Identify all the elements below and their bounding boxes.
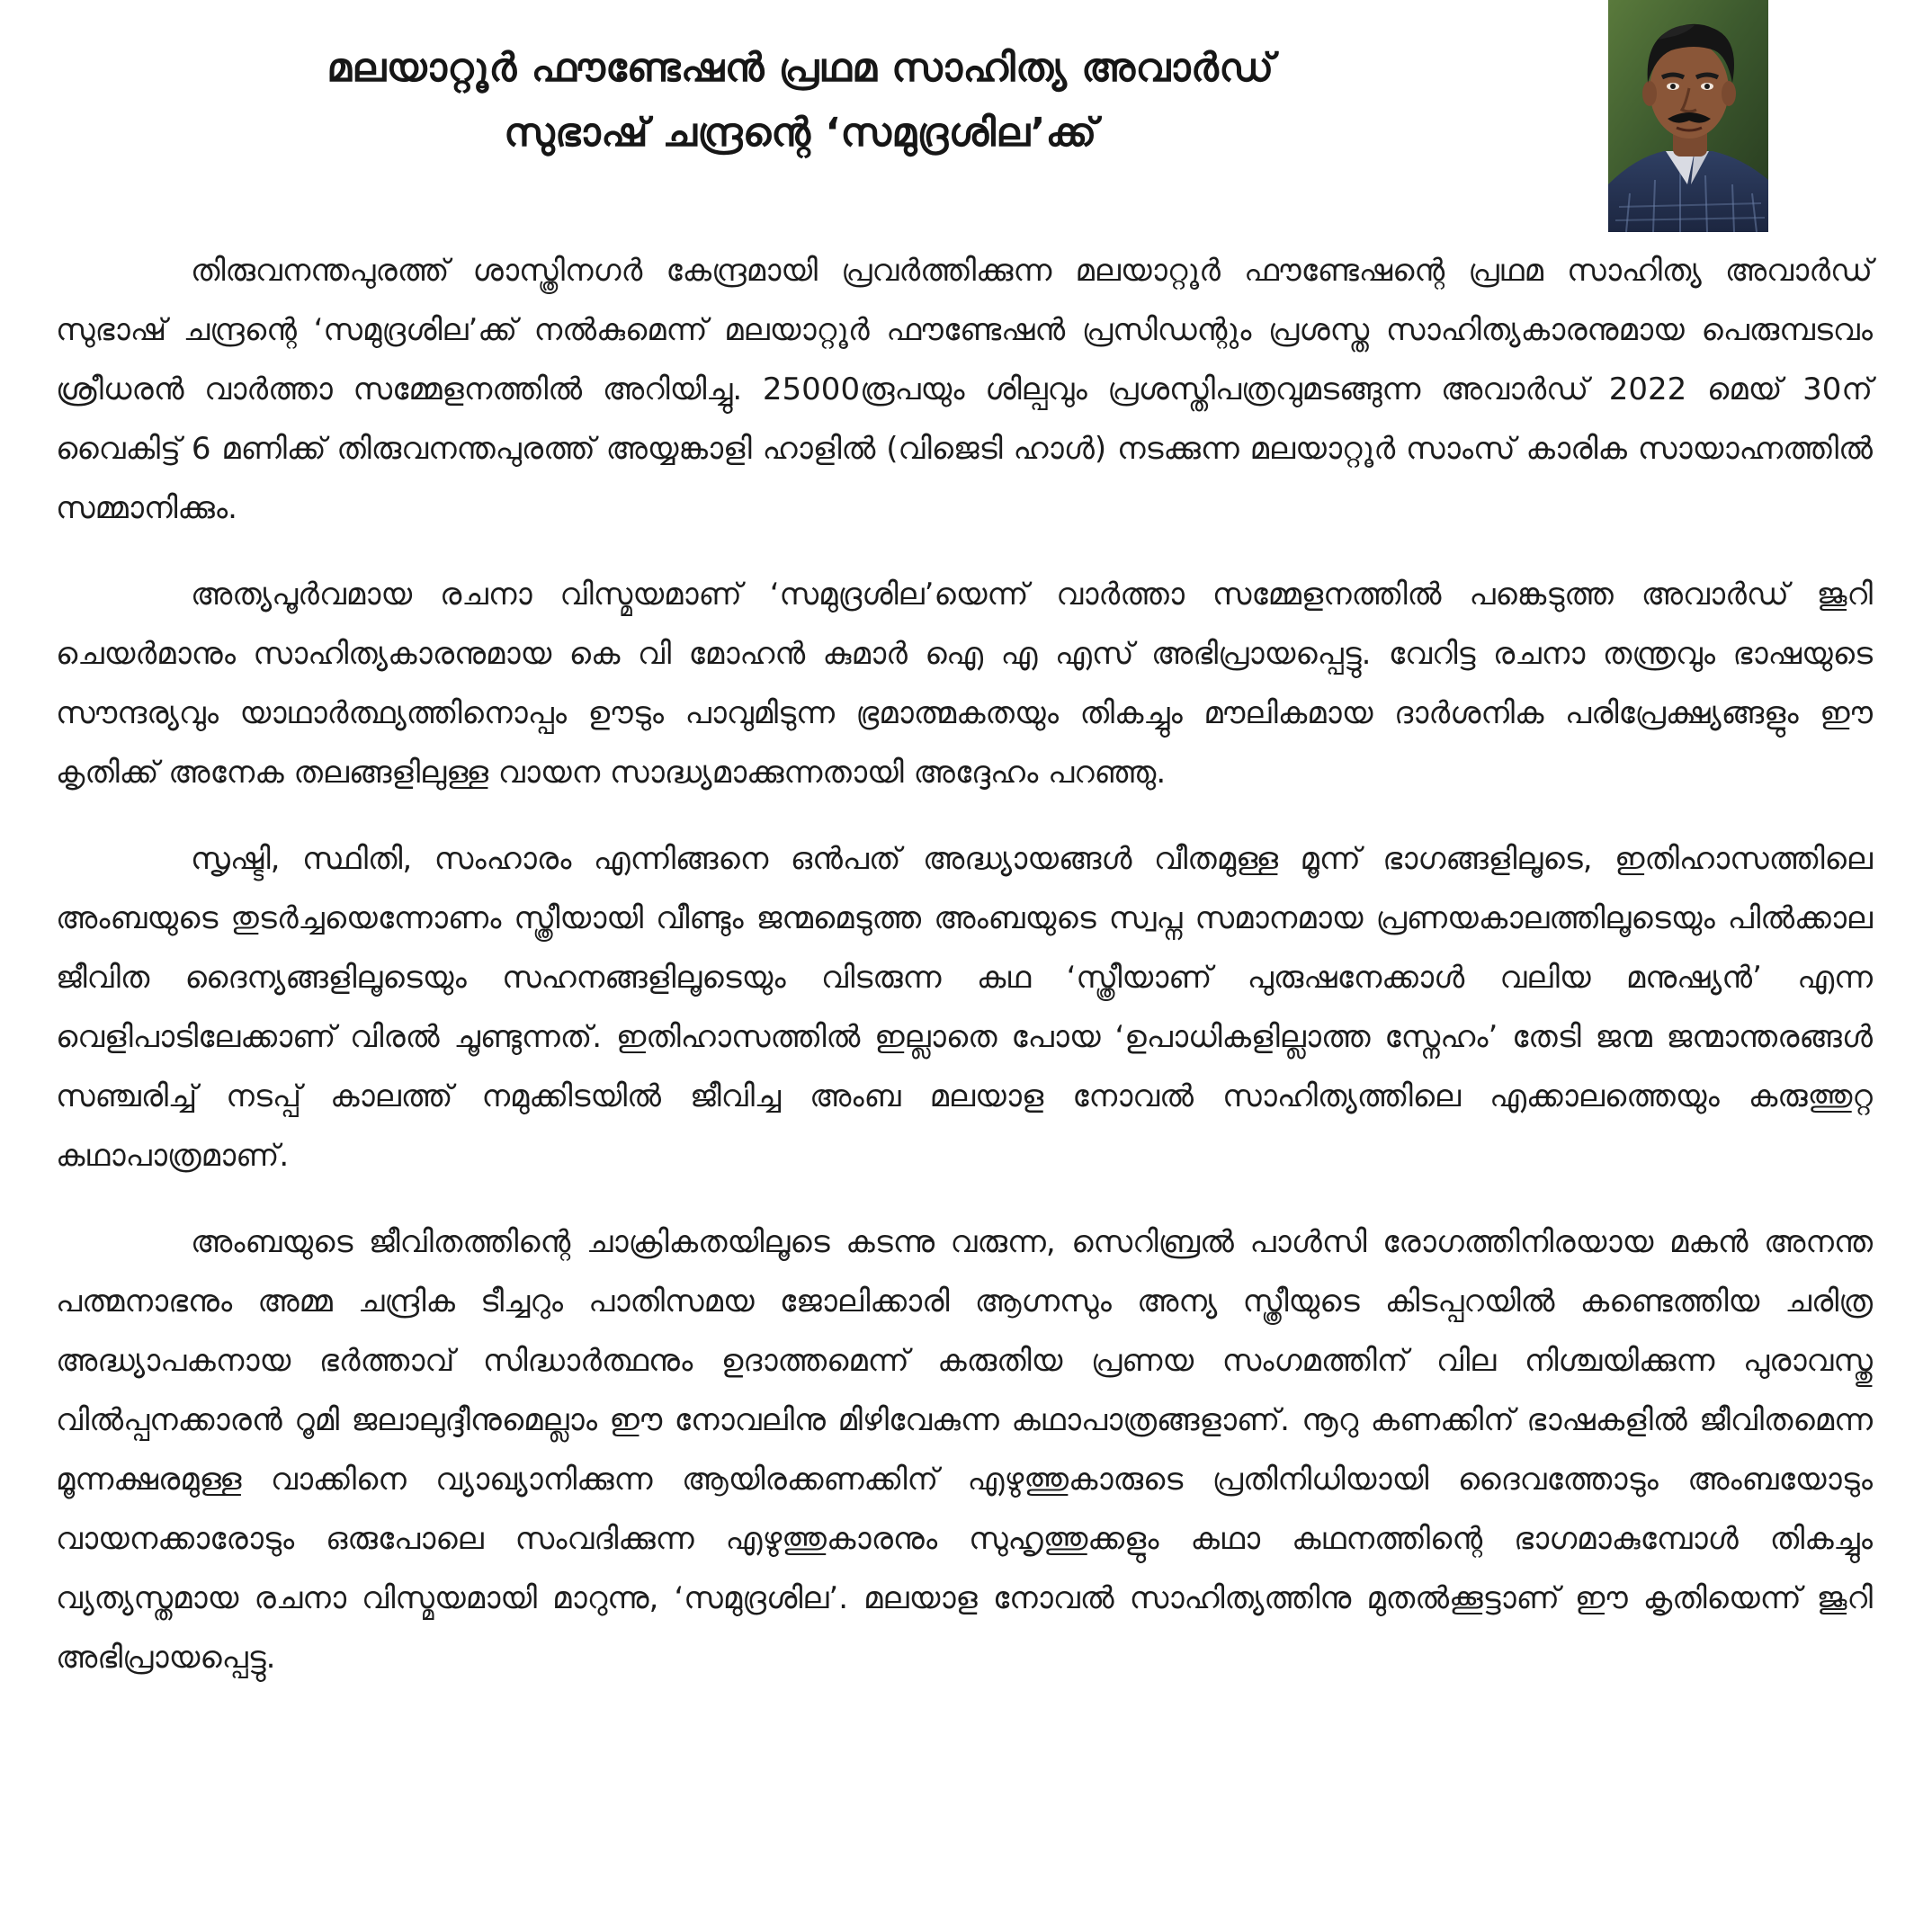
headline-line-2: സുഭാഷ് ചന്ദ്രന്റെ ‘സമുദ്രശില’ക്ക് [504, 110, 1097, 156]
headline-line-1: മലയാറ്റൂർ ഫൗണ്ടേഷൻ പ്രഥമ സാഹിത്യ അവാർഡ് [326, 45, 1275, 91]
article-header [54, 36, 1547, 165]
paragraph-3: സൃഷ്ടി, സ്ഥിതി, സംഹാരം എന്നിങ്ങനെ ഒൻപത് അദ്ധ്യായങ്ങൾ വീതമുള്ള മൂന്ന് ഭാഗങ്ങളിലൂടെ, ഇതിഹാസത്തിലെ അംബയുടെ തുടർച്ചയെന്നോണം സ്ത്രീയായി വീണ്ടും ജന്മമെടുത്ത അംബയുടെ സ്വപ്ന സമാനമായ പ്രണയകാലത്തിലൂടെയും പിൽക്കാല ജീവിത ദൈന്യങ്ങളിലൂടെയും സഹനങ്ങളിലൂടെയും വിടരുന്ന കഥ ‘സ്ത്രീയാണ് പുരുഷനേക്കാൾ വലിയ മനുഷ്യൻ’ എന്ന വെളിപാടിലേക്കാണ് വിരൽ ചൂണ്ടുന്നത്. ഇതിഹാസത്തിൽ ഇല്ലാതെ പോയ ‘ഉപാധികളില്ലാത്ത സ്നേഹം’ തേടി ജന്മ ജന്മാന്തരങ്ങൾ സഞ്ചരിച്ച് നടപ്പ് കാലത്ത് നമുക്കിടയിൽ ജീവിച്ച അംബ മലയാള നോവൽ സാഹിത്യത്തിലെ എക്കാലത്തെയും കരുത്തുറ്റ കഥാപാത്രമാണ്. [56, 841, 1873, 1174]
paragraph-1: തിരുവനന്തപുരത്ത് ശാസ്ത്രിനഗർ കേന്ദ്രമായി പ്രവർത്തിക്കുന്ന മലയാറ്റൂർ ഫൗണ്ടേഷന്റെ പ്രഥമ സാഹിത്യ അവാർഡ് സുഭാഷ് ചന്ദ്രന്റെ ‘സമുദ്രശില’ക്ക് നൽകുമെന്ന് മലയാറ്റൂർ ഫൗണ്ടേഷൻ പ്രസിഡന്റും പ്രശസ്ത സാഹിത്യകാരനുമായ പെരുമ്പടവം ശ്രീധരൻ വാർത്താ സമ്മേളനത്തിൽ അറിയിച്ചു. 25000രൂപയും ശില്പവും പ്രശസ്തിപത്രവുമടങ്ങുന്ന അവാർഡ് 2022 മെയ് 30ന് വൈകിട്ട് 6 മണിക്ക് തിരുവനന്തപുരത്ത് അയ്യങ്കാളി ഹാളിൽ (വിജെടി ഹാൾ) നടക്കുന്ന മലയാറ്റൂർ സാംസ് കാരിക സായാഹ്നത്തിൽ സമ്മാനിക്കും. [56, 253, 1873, 526]
paragraph-2: അത്യപൂർവമായ രചനാ വിസ്മയമാണ് ‘സമുദ്രശില’യെന്ന് വാർത്താ സമ്മേളനത്തിൽ പങ്കെടുത്ത അവാർഡ് ജൂറി ചെയർമാനും സാഹിത്യകാരനുമായ കെ വി മോഹൻ കുമാർ ഐ എ എസ് അഭിപ്രായപ്പെട്ടു. വേറിട്ട രചനാ തന്ത്രവും ഭാഷയുടെ സൗന്ദര്യവും യാഥാർത്ഥ്യത്തിനൊപ്പം ഊടും പാവുമിടുന്ന ഭ്രമാത്മകതയും തികച്ചും മൗലികമായ ദാർശനിക പരിപ്രേക്ഷ്യങ്ങളും ഈ കൃതിക്ക് അനേക തലങ്ങളിലുള്ള വായന സാദ്ധ്യമാക്കുന്നതായി അദ്ദേഹം പറഞ്ഞു. [56, 577, 1873, 791]
author-photo-graphic [1608, 0, 1768, 232]
author-photo [1608, 0, 1768, 232]
article-body [56, 241, 1873, 1714]
paragraph-4: അംബയുടെ ജീവിതത്തിന്റെ ചാക്രികതയിലൂടെ കടന്നു വരുന്ന, സെറിബ്രൽ പാൾസി രോഗത്തിനിരയായ മകൻ അനന്ത പത്മനാഭനും അമ്മ ചന്ദ്രിക ടീച്ചറും പാതിസമയ ജോലിക്കാരി ആഗ്നസും അന്യ സ്ത്രീയുടെ കിടപ്പറയിൽ കണ്ടെത്തിയ ചരിത്ര അദ്ധ്യാപകനായ ഭർത്താവ് സിദ്ധാർത്ഥനും ഉദാത്തമെന്ന് കരുതിയ പ്രണയ സംഗമത്തിന് വില നിശ്ചയിക്കുന്ന പുരാവസ്തു വിൽപ്പനക്കാരൻ റൂമി ജലാലുദ്ദീനുമെല്ലാം ഈ നോവലിനു മിഴിവേകുന്ന കഥാപാത്രങ്ങളാണ്. നൂറു കണക്കിന് ഭാഷകളിൽ ജീവിതമെന്ന മൂന്നക്ഷരമുള്ള വാക്കിനെ വ്യാഖ്യാനിക്കുന്ന ആയിരക്കണക്കിന് എഴുത്തുകാരുടെ പ്രതിനിധിയായി ദൈവത്തോടും അംബയോടും വായനക്കാരോടും ഒരുപോലെ സംവദിക്കുന്ന എഴുത്തുകാരനും സുഹൃത്തുക്കളും കഥാ കഥനത്തിന്റെ ഭാഗമാകുമ്പോൾ തികച്ചും വ്യത്യസ്തമായ രചനാ വിസ്മയമായി മാറുന്നു, ‘സമുദ്രശില’. മലയാള നോവൽ സാഹിത്യത്തിനു മുതൽക്കൂട്ടാണ് ഈ കൃതിയെന്ന് ജൂറി അഭിപ്രായപ്പെട്ടു. [56, 1224, 1873, 1676]
